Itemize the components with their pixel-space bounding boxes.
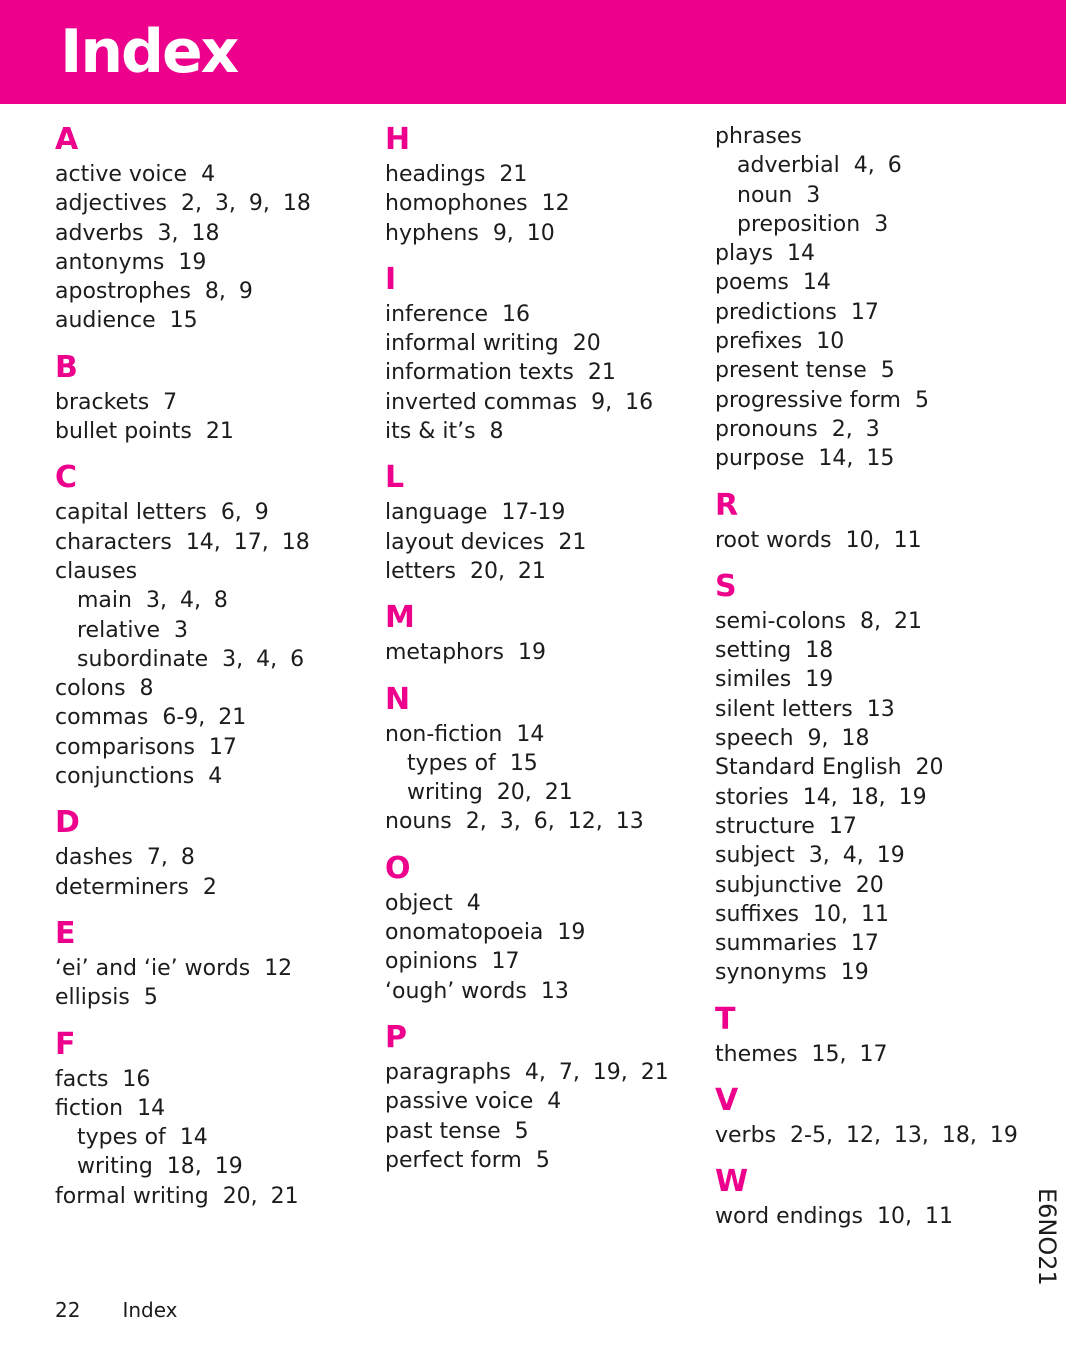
index-entry: [715, 753, 1035, 782]
index-entry: [55, 1065, 375, 1094]
entry-term: ‘ough’ words: [385, 978, 527, 1004]
entry-term: types of: [77, 1125, 166, 1151]
section-letter: A: [55, 122, 79, 157]
index-entry: [715, 239, 1035, 268]
entry-pages: 20: [572, 331, 601, 357]
entry-term: conjunctions: [55, 764, 195, 790]
index-entry: [385, 219, 705, 248]
index-subentry: [385, 778, 705, 807]
entry-term: writing: [407, 780, 483, 806]
entry-pages: 18, 19: [166, 1154, 243, 1180]
index-group: [385, 598, 705, 667]
index-entry: [55, 703, 375, 732]
index-entry: [55, 1094, 375, 1123]
entry-pages: 19: [178, 249, 207, 275]
index-group: [715, 122, 1035, 474]
entry-pages: 17: [491, 949, 520, 975]
entry-term: hyphens: [385, 220, 479, 246]
entry-pages: 2, 3: [831, 416, 880, 442]
entry-term: headings: [385, 162, 486, 187]
entry-pages: 3: [874, 211, 889, 237]
index-subentry: [715, 151, 1035, 180]
entry-pages: 19: [840, 960, 869, 986]
entry-term: non-fiction: [385, 721, 503, 747]
index-entry: [715, 929, 1035, 958]
index-entry: [55, 843, 375, 872]
entry-term: determiners: [55, 874, 189, 900]
index-entry: [385, 918, 705, 947]
entry-pages: 8: [139, 676, 154, 702]
entry-pages: 20: [915, 755, 944, 781]
index-group: [55, 914, 375, 1013]
entry-term: subjunctive: [715, 872, 842, 898]
entry-term: poems: [715, 270, 789, 296]
index-entry: [55, 498, 375, 527]
entry-term: preposition: [737, 211, 861, 237]
index-entry: [715, 444, 1035, 473]
entry-term: setting: [715, 638, 792, 664]
index-entry: [55, 160, 375, 189]
entry-term: past tense: [385, 1118, 501, 1144]
index-entry: [385, 498, 705, 527]
entry-term: phrases: [715, 124, 802, 149]
section-letter: T: [715, 1001, 736, 1037]
entry-term: present tense: [715, 358, 867, 384]
entry-pages: 4: [208, 764, 223, 790]
index-entry: [715, 900, 1035, 929]
index-entry: [715, 636, 1035, 665]
entry-pages: 10, 11: [813, 901, 889, 927]
index-subentry: [55, 1152, 375, 1181]
entry-term: dashes: [55, 845, 133, 871]
entry-pages: 12: [541, 191, 570, 217]
index-group: [55, 458, 375, 791]
index-group: [385, 680, 705, 837]
entry-pages: 20, 21: [469, 558, 546, 584]
entry-pages: 5: [880, 358, 895, 384]
entry-term: opinions: [385, 949, 478, 975]
entry-pages: 21: [499, 162, 528, 187]
index-entry: [385, 947, 705, 976]
entry-term: layout devices: [385, 529, 545, 555]
entry-pages: 20, 21: [222, 1183, 299, 1209]
index-group: [55, 803, 375, 902]
index-column-1: [55, 120, 375, 1211]
entry-pages: 4: [466, 890, 481, 916]
entry-term: types of: [407, 750, 496, 776]
entry-pages: 4, 6: [853, 153, 902, 179]
index-entry: [715, 724, 1035, 753]
index-group: [385, 1018, 705, 1175]
index-entry: [715, 871, 1035, 900]
entry-term: progressive form: [715, 387, 901, 413]
entry-pages: 3, 4, 19: [808, 843, 905, 869]
entry-term: similes: [715, 667, 792, 693]
entry-pages: 2, 3, 9, 18: [180, 191, 311, 217]
index-entry: [385, 417, 705, 446]
entry-term: predictions: [715, 299, 837, 325]
entry-term: antonyms: [55, 249, 165, 275]
page-footer: [55, 1297, 178, 1323]
entry-term: metaphors: [385, 640, 504, 666]
entry-term: object: [385, 890, 453, 916]
index-entry: [55, 674, 375, 703]
entry-term: active voice: [55, 162, 188, 187]
index-entry: [55, 388, 375, 417]
index-entry: [385, 160, 705, 189]
index-entry: [715, 268, 1035, 297]
entry-pages: 4: [201, 162, 216, 187]
entry-pages: 5: [143, 985, 158, 1011]
entry-pages: 3, 4, 6: [222, 646, 305, 672]
index-group: [385, 120, 705, 248]
index-entry: [385, 557, 705, 586]
entry-pages: 6, 9: [220, 500, 269, 526]
entry-pages: 21: [587, 360, 616, 386]
footer-label: Index: [122, 1298, 178, 1322]
section-letter: W: [715, 1164, 749, 1200]
section-letter: N: [385, 681, 411, 717]
entry-term: suffixes: [715, 901, 800, 927]
index-entry: [385, 889, 705, 918]
index-entry: [715, 1202, 1035, 1231]
entry-pages: 7: [163, 389, 178, 415]
index-subentry: [715, 210, 1035, 239]
entry-term: relative: [77, 617, 160, 643]
entry-pages: 10, 11: [845, 527, 922, 553]
entry-term: pronouns: [715, 416, 818, 442]
entry-term: homophones: [385, 191, 528, 217]
entry-pages: 17-19: [501, 500, 566, 526]
entry-term: facts: [55, 1066, 109, 1092]
entry-term: ellipsis: [55, 985, 130, 1011]
index-group: [715, 486, 1035, 555]
entry-term: verbs: [715, 1123, 777, 1149]
index-entry: [715, 356, 1035, 385]
entry-term: capital letters: [55, 500, 207, 526]
index-entry: [385, 1058, 705, 1087]
index-entry: [715, 122, 1035, 151]
page-title: Index: [60, 17, 238, 87]
index-group: [715, 1081, 1035, 1150]
index-entry: [55, 528, 375, 557]
index-entry: [715, 1121, 1035, 1150]
index-group: [715, 1000, 1035, 1069]
index-entry: [715, 526, 1035, 555]
entry-pages: 7, 8: [146, 845, 195, 871]
index-group: [715, 567, 1035, 988]
entry-term: Standard English: [715, 755, 902, 781]
entry-pages: 2: [202, 874, 217, 900]
index-group: [385, 849, 705, 1006]
entry-term: nouns: [385, 809, 452, 835]
entry-pages: 14: [179, 1125, 208, 1151]
entry-pages: 5: [535, 1147, 550, 1173]
entry-pages: 20: [855, 872, 884, 898]
index-entry: [715, 415, 1035, 444]
entry-pages: 2-5, 12, 13, 18, 19: [790, 1123, 1018, 1149]
entry-pages: 4: [547, 1089, 562, 1115]
section-letter: L: [385, 460, 405, 496]
index-entry: [55, 248, 375, 277]
entry-term: stories: [715, 784, 789, 810]
entry-term: information texts: [385, 360, 574, 386]
entry-pages: 19: [517, 640, 546, 666]
index-entry: [385, 638, 705, 667]
index-entry: [715, 298, 1035, 327]
index-entry: [55, 873, 375, 902]
entry-pages: 3: [173, 617, 188, 643]
entry-term: noun: [737, 182, 793, 208]
entry-pages: 17: [850, 931, 879, 957]
entry-pages: 20, 21: [496, 780, 573, 806]
section-letter: E: [55, 915, 76, 951]
entry-term: main: [77, 588, 132, 614]
entry-term: subject: [715, 843, 795, 869]
entry-term: ‘ei’ and ‘ie’ words: [55, 955, 251, 981]
entry-term: writing: [77, 1154, 153, 1180]
index-column-2: [385, 120, 705, 1175]
index-entry: [715, 1040, 1035, 1069]
page-number: 22: [55, 1298, 81, 1322]
entry-pages: 13: [866, 696, 895, 722]
entry-pages: 5: [914, 387, 929, 413]
index-entry: [55, 557, 375, 586]
section-letter: V: [715, 1083, 739, 1119]
entry-term: letters: [385, 558, 456, 584]
entry-pages: 9, 16: [591, 389, 654, 415]
index-entry: [55, 1182, 375, 1211]
entry-pages: 19: [805, 667, 834, 693]
index-group: [55, 120, 375, 336]
entry-pages: 12: [264, 955, 293, 981]
entry-term: its & it’s: [385, 419, 476, 445]
entry-term: informal writing: [385, 331, 559, 357]
entry-term: prefixes: [715, 329, 803, 355]
entry-pages: 8: [489, 419, 504, 445]
entry-pages: 21: [558, 529, 587, 555]
entry-pages: 9, 10: [492, 220, 555, 246]
entry-pages: 19: [557, 920, 586, 946]
index-group: [715, 1162, 1035, 1231]
entry-term: passive voice: [385, 1089, 534, 1115]
index-entry: [385, 329, 705, 358]
index-entry: [385, 1087, 705, 1116]
entry-pages: 15, 17: [811, 1041, 888, 1067]
index-entry: [715, 695, 1035, 724]
index-subentry: [385, 749, 705, 778]
entry-pages: 15: [169, 308, 198, 334]
entry-pages: 4, 7, 19, 21: [524, 1059, 669, 1085]
entry-pages: 10: [816, 329, 845, 355]
index-entry: [55, 954, 375, 983]
entry-term: plays: [715, 241, 774, 267]
entry-pages: 9, 18: [807, 726, 870, 752]
index-header-banner: [0, 0, 1066, 104]
index-entry: [715, 812, 1035, 841]
index-entry: [715, 958, 1035, 987]
entry-term: comparisons: [55, 734, 195, 760]
index-entry: [385, 1146, 705, 1175]
index-group: [385, 458, 705, 586]
section-letter: B: [55, 349, 78, 385]
entry-pages: 8, 21: [860, 608, 922, 634]
entry-term: synonyms: [715, 960, 827, 986]
entry-term: speech: [715, 726, 794, 752]
entry-pages: 10, 11: [877, 1204, 953, 1230]
entry-pages: 17: [208, 734, 237, 760]
index-entry: [55, 277, 375, 306]
entry-term: inference: [385, 301, 489, 327]
entry-term: brackets: [55, 389, 150, 415]
index-entry: [715, 607, 1035, 636]
entry-term: onomatopoeia: [385, 920, 544, 946]
index-entry: [385, 300, 705, 329]
index-entry: [715, 841, 1035, 870]
index-entry: [385, 977, 705, 1006]
entry-term: themes: [715, 1041, 798, 1067]
index-entry: [385, 189, 705, 218]
section-letter: F: [55, 1026, 76, 1062]
entry-term: language: [385, 500, 488, 526]
index-subentry: [715, 181, 1035, 210]
entry-term: adverbs: [55, 220, 144, 246]
entry-pages: 14, 17, 18: [185, 529, 310, 555]
entry-term: subordinate: [77, 646, 209, 672]
entry-term: purpose: [715, 446, 805, 472]
entry-pages: 6-9, 21: [162, 705, 247, 731]
section-letter: S: [715, 568, 737, 604]
entry-pages: 16: [502, 301, 531, 327]
entry-pages: 3: [806, 182, 821, 208]
index-group: [55, 348, 375, 447]
entry-term: inverted commas: [385, 389, 578, 415]
entry-term: word endings: [715, 1204, 863, 1230]
entry-term: clauses: [55, 558, 138, 584]
entry-term: silent letters: [715, 696, 853, 722]
entry-pages: 13: [540, 978, 569, 1004]
product-code: E6NO21: [1033, 1188, 1061, 1286]
entry-term: adverbial: [737, 153, 840, 179]
entry-term: formal writing: [55, 1183, 209, 1209]
section-letter: P: [385, 1019, 407, 1055]
index-subentry: [55, 586, 375, 615]
entry-pages: 14, 18, 19: [802, 784, 927, 810]
entry-pages: 17: [828, 813, 857, 839]
entry-pages: 16: [122, 1066, 151, 1092]
entry-pages: 14: [137, 1095, 166, 1121]
index-group: [55, 1025, 375, 1211]
entry-term: semi-colons: [715, 608, 847, 634]
index-column-3: [715, 122, 1035, 1232]
entry-pages: 3, 4, 8: [145, 588, 228, 614]
index-entry: [385, 358, 705, 387]
index-entry: [55, 762, 375, 791]
section-letter: M: [385, 600, 415, 636]
section-letter: H: [385, 122, 411, 157]
index-entry: [385, 528, 705, 557]
index-group: [385, 260, 705, 446]
index-entry: [385, 388, 705, 417]
section-letter: I: [385, 261, 397, 297]
entry-term: characters: [55, 529, 172, 555]
entry-term: colons: [55, 676, 126, 702]
entry-pages: 17: [850, 299, 879, 325]
entry-term: root words: [715, 527, 832, 553]
entry-term: fiction: [55, 1095, 124, 1121]
entry-pages: 14: [787, 241, 816, 267]
entry-term: perfect form: [385, 1147, 522, 1173]
entry-term: paragraphs: [385, 1059, 511, 1085]
section-letter: O: [385, 850, 411, 886]
index-subentry: [55, 616, 375, 645]
entry-pages: 15: [509, 750, 538, 776]
index-entry: [385, 1117, 705, 1146]
entry-pages: 3, 18: [157, 220, 220, 246]
entry-pages: 2, 3, 6, 12, 13: [465, 809, 644, 835]
entry-term: structure: [715, 813, 815, 839]
index-entry: [385, 807, 705, 836]
index-subentry: [55, 645, 375, 674]
entry-pages: 21: [205, 419, 234, 445]
entry-term: apostrophes: [55, 279, 191, 305]
index-entry: [55, 983, 375, 1012]
entry-pages: 18: [805, 638, 834, 664]
entry-pages: 8, 9: [204, 279, 253, 305]
section-letter: D: [55, 805, 80, 841]
entry-term: audience: [55, 308, 156, 334]
section-letter: C: [55, 460, 78, 496]
section-letter: R: [715, 487, 739, 523]
entry-term: adjectives: [55, 191, 167, 217]
entry-term: commas: [55, 705, 149, 731]
index-entry: [385, 720, 705, 749]
index-entry: [55, 733, 375, 762]
index-entry: [55, 189, 375, 218]
entry-term: summaries: [715, 931, 837, 957]
index-entry: [715, 386, 1035, 415]
entry-pages: 14: [516, 721, 545, 747]
index-entry: [715, 783, 1035, 812]
entry-term: bullet points: [55, 419, 192, 445]
index-subentry: [55, 1123, 375, 1152]
index-entry: [55, 306, 375, 335]
index-entry: [55, 219, 375, 248]
entry-pages: 5: [514, 1118, 529, 1144]
index-entry: [715, 665, 1035, 694]
entry-pages: 14, 15: [818, 446, 895, 472]
index-entry: [715, 327, 1035, 356]
entry-pages: 14: [802, 270, 831, 296]
index-entry: [55, 417, 375, 446]
